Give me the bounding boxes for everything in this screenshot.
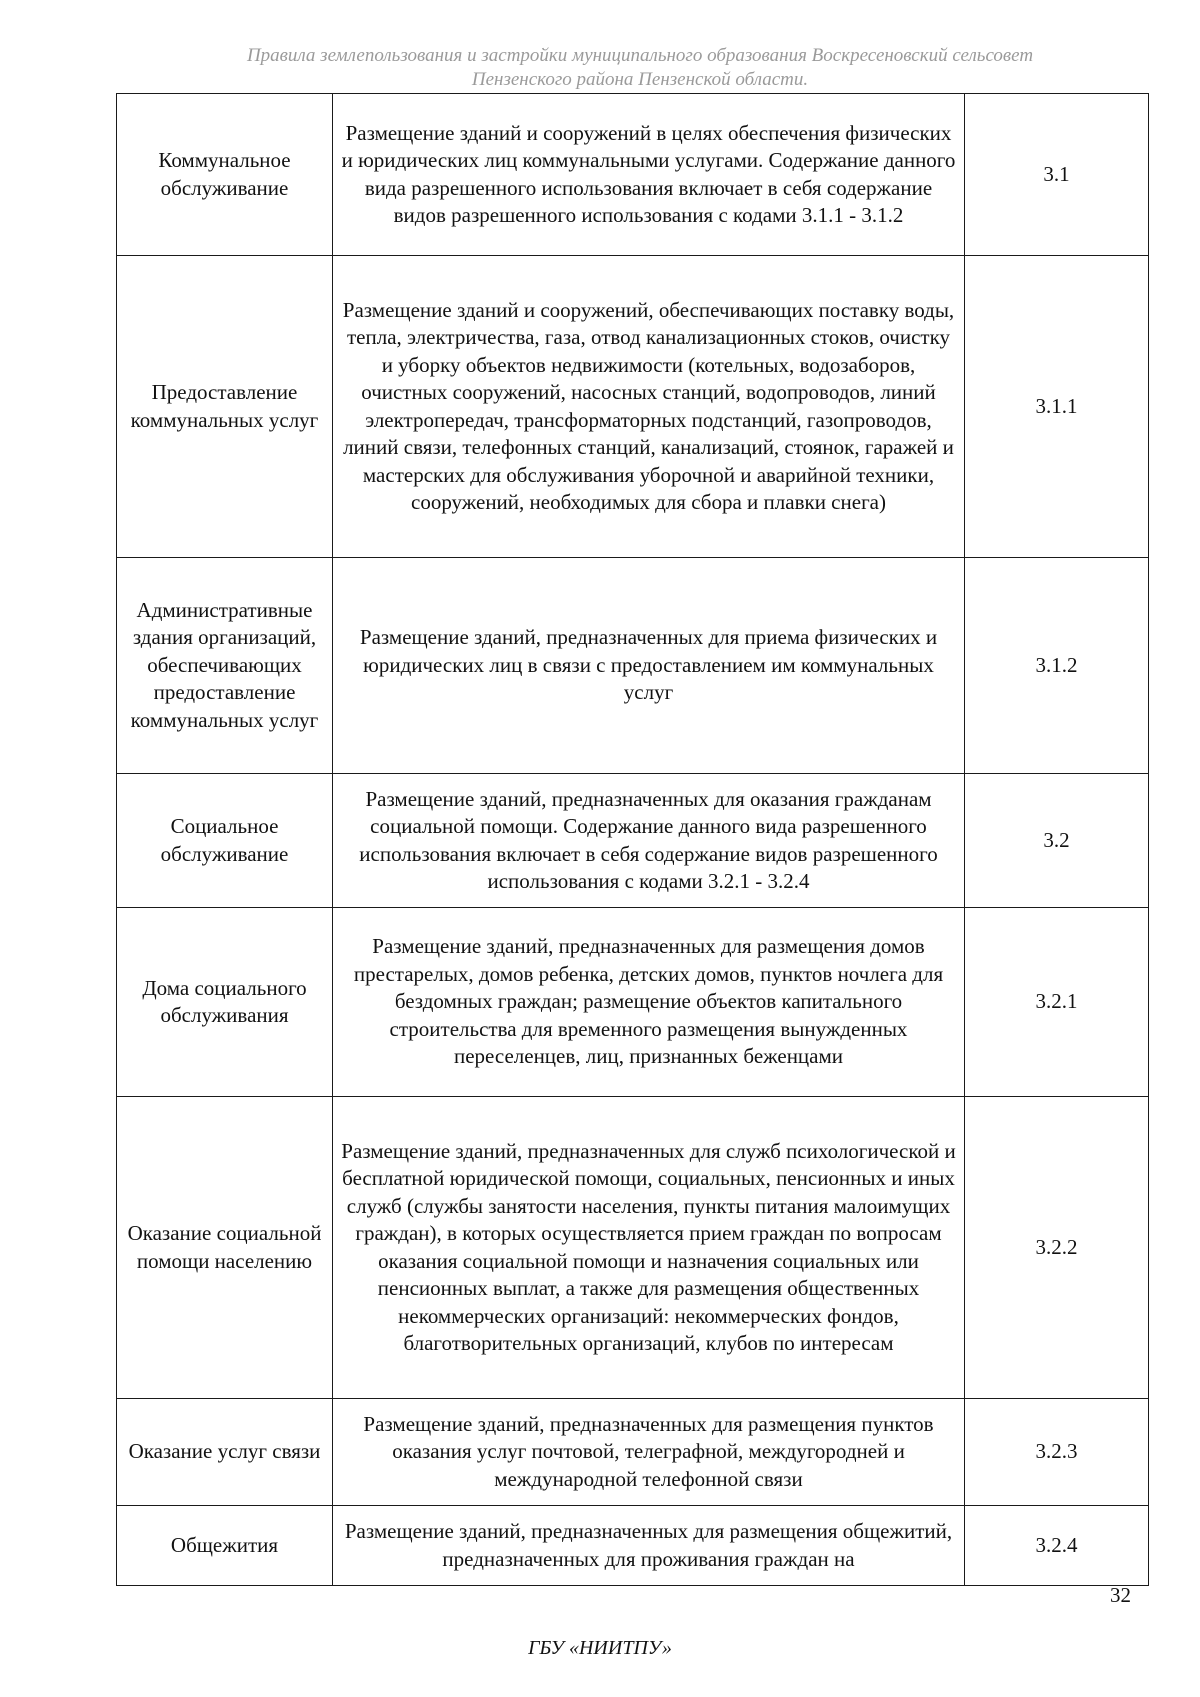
header-line-2: Пензенского района Пензенской области.	[471, 69, 809, 90]
use-name: Общежития	[117, 1506, 333, 1586]
table-row	[117, 94, 1149, 256]
use-name: Оказание услуг связи	[117, 1399, 333, 1506]
use-code: 3.1.2	[965, 558, 1149, 774]
use-code: 3.2.2	[965, 1097, 1149, 1399]
use-description: Размещение зданий, предназначенных для размещения пунктов оказания услуг почтовой, телеграфной, междугородней и международной телефонной связи	[333, 1399, 965, 1506]
table-row	[117, 558, 1149, 774]
use-code: 3.2.4	[965, 1506, 1149, 1586]
use-code: 3.1.1	[965, 256, 1149, 558]
page-number: 32	[1110, 1583, 1131, 1607]
use-description: Размещение зданий, предназначенных для служб психологической и бесплатной юридической помощи, социальных, пенсионных и иных служб (службы занятости населения, пункты питания малоимущих граждан), в которых осуществляется прием граждан по вопросам оказания социальной помощи и назначения социальных или пенсионных выплат, а также для размещения общественных некоммерческих организаций: некоммерческих фондов, благотворительных организаций, клубов по интересам	[333, 1097, 965, 1399]
page-footer: ГБУ «НИИТПУ»	[528, 1637, 672, 1659]
use-name: Дома социального обслуживания	[117, 908, 333, 1097]
table-row	[117, 1097, 1149, 1399]
table-row	[117, 1506, 1149, 1586]
use-code: 3.1	[965, 94, 1149, 256]
table-row	[117, 1399, 1149, 1506]
use-description: Размещение зданий, предназначенных для приема физических и юридических лиц в связи с предоставлением им коммунальных услуг	[333, 558, 965, 774]
use-name: Социальное обслуживание	[117, 774, 333, 908]
table-row	[117, 908, 1149, 1097]
use-description: Размещение зданий, предназначенных для оказания гражданам социальной помощи. Содержание данного вида разрешенного использования включает в себя содержание видов разрешенного использования с кодами 3.2.1 - 3.2.4	[333, 774, 965, 908]
use-code: 3.2	[965, 774, 1149, 908]
use-description: Размещение зданий и сооружений, обеспечивающих поставку воды, тепла, электричества, газа, отвод канализационных стоков, очистку и уборку объектов недвижимости (котельных, водозаборов, очистных сооружений, насосных станций, водопроводов, линий электропередач, трансформаторных подстанций, газопроводов, линий связи, телефонных станций, канализаций, стоянок, гаражей и мастерских для обслуживания уборочной и аварийной техники, сооружений, необходимых для сбора и плавки снега)	[333, 256, 965, 558]
use-code: 3.2.1	[965, 908, 1149, 1097]
page-header	[130, 44, 1150, 92]
land-use-table	[116, 93, 1149, 1586]
use-code: 3.2.3	[965, 1399, 1149, 1506]
header-line-1: Правила землепользования и застройки муниципального образования Воскресеновский сельсовет	[246, 45, 1034, 66]
use-name: Коммунальное обслуживание	[117, 94, 333, 256]
use-description: Размещение зданий, предназначенных для размещения домов престарелых, домов ребенка, детских домов, пунктов ночлега для бездомных граждан; размещение объектов капитального строительства для временного размещения вынужденных переселенцев, лиц, признанных беженцами	[333, 908, 965, 1097]
table-row	[117, 256, 1149, 558]
use-name: Предоставление коммунальных услуг	[117, 256, 333, 558]
table-row	[117, 774, 1149, 908]
use-description: Размещение зданий и сооружений в целях обеспечения физических и юридических лиц коммунальными услугами. Содержание данного вида разрешенного использования включает в себя содержание видов разрешенного использования с кодами 3.1.1 - 3.1.2	[333, 94, 965, 256]
use-name: Оказание социальной помощи населению	[117, 1097, 333, 1399]
use-description: Размещение зданий, предназначенных для размещения общежитий, предназначенных для проживания граждан на	[333, 1506, 965, 1586]
use-name: Административные здания организаций, обеспечивающих предоставление коммунальных услуг	[117, 558, 333, 774]
